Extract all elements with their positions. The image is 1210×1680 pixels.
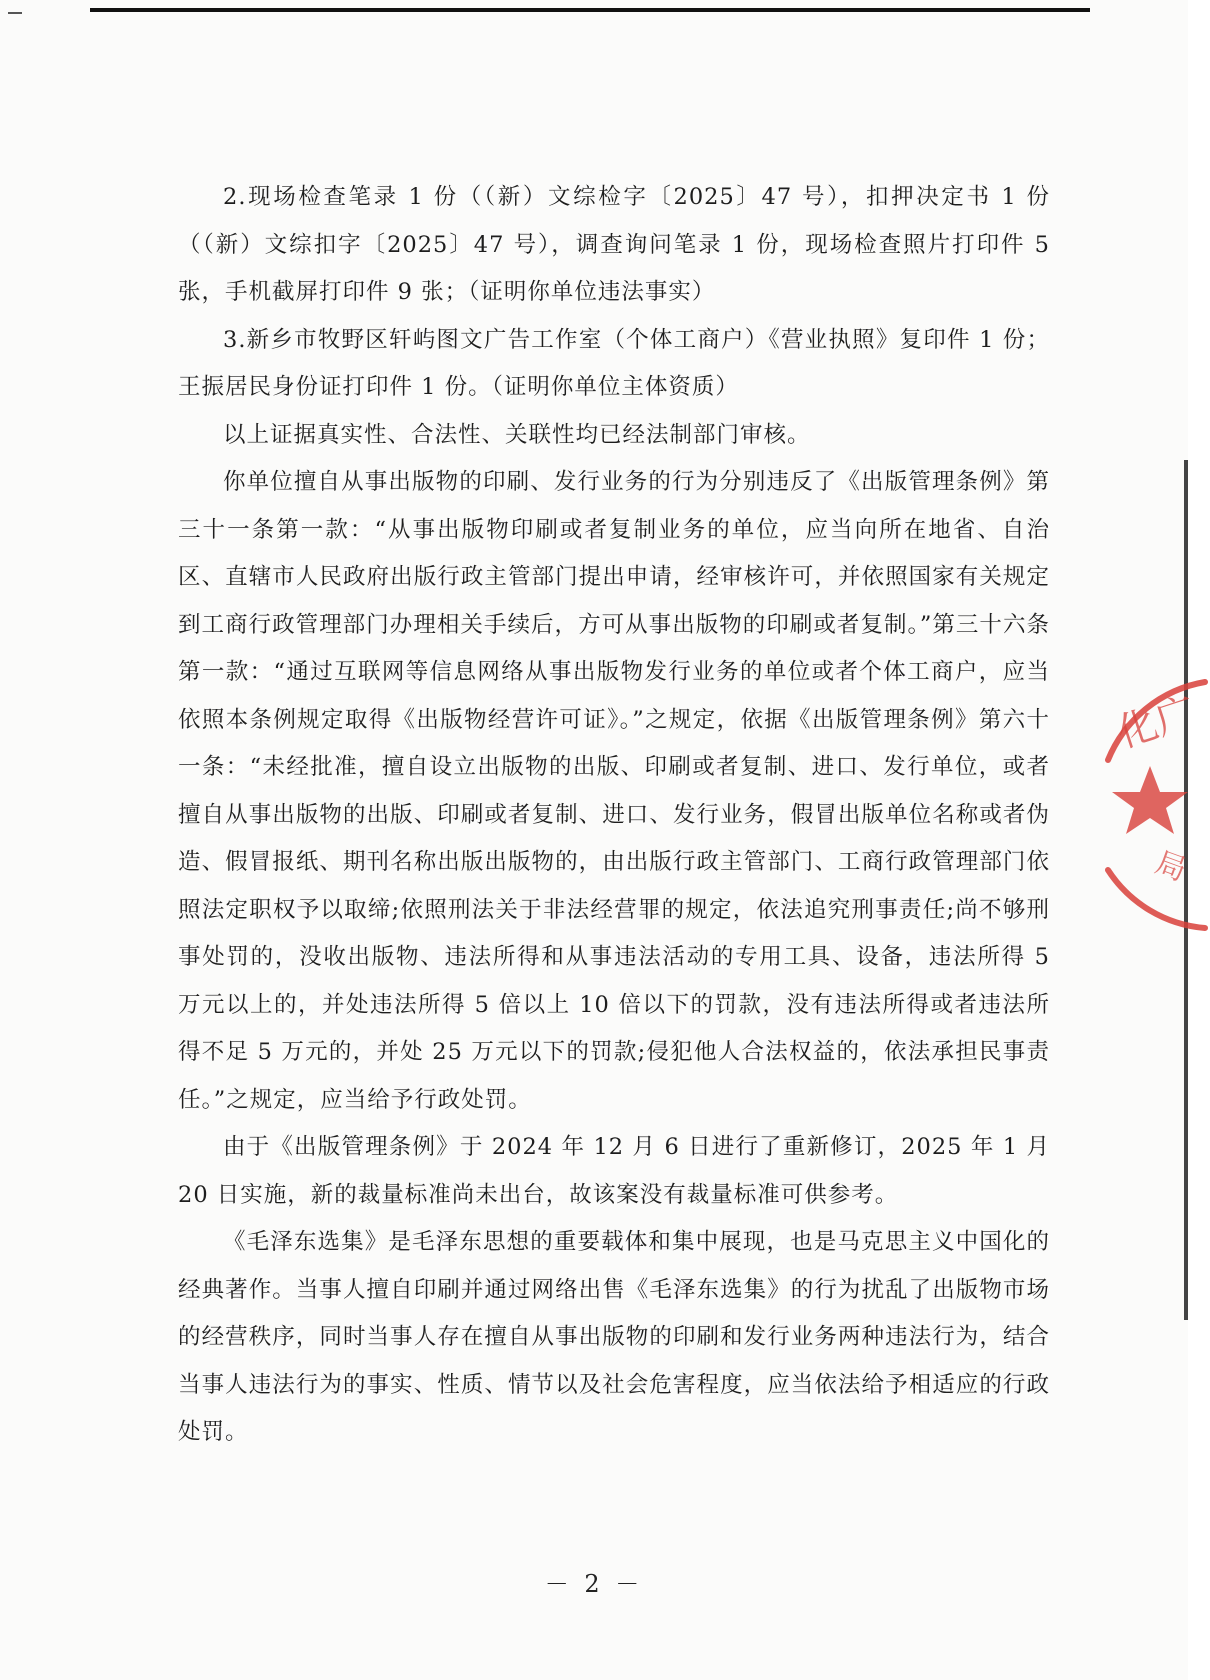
official-seal-stamp — [1090, 670, 1210, 940]
top-border-line — [90, 8, 1090, 12]
seal-star-icon — [1112, 766, 1188, 834]
evidence-item-2: 2.现场检查笔录 1 份（（新）文综检字〔2025〕47 号），扣押决定书 1 份（（新）文综扣字〔2025〕47 号），调查询问笔录 1 份，现场检查照片打印件 5 张，手机截屏打印件 9 张；（证明你单位违法事实） — [178, 184, 1050, 305]
legal-basis-paragraph: 你单位擅自从事出版物的印刷、发行业务的行为分别违反了《出版管理条例》第三十一条第一款：“从事出版物印刷或者复制业务的单位，应当向所在地省、自治区、直辖市人民政府出版行政主管部门提出申请，经审核许可，并依照国家有关规定到工商行政管理部门办理相关手续后，方可从事出版物的印刷或者复制。”第三十六条第一款：“通过互联网等信息网络从事出版物发行业务的单位或者个体工商户，应当依照本条例规定取得《出版物经营许可证》。”之规定，依据《出版管理条例》第六十一条：“未经批准，擅自设立出版物的出版、印刷或者复制、进口、发行单位，或者擅自从事出版物的出版、印刷或者复制、进口、发行业务，假冒出版单位名称或者伪造、假冒报纸、期刊名称出版出版物的，由出版行政主管部门、工商行政管理部门依照法定职权予以取缔;依照刑法关于非法经营罪的规定，依法追究刑事责任;尚不够刑事处罚的，没收出版物、违法所得和从事违法活动的专用工具、设备，违法所得 5 万元以上的，并处违法所得 5 倍以上 10 倍以下的罚款，没有违法所得或者违法所得不足 5 万元的，并处 25 万元以下的罚款;侵犯他人合法权益的，依法承担民事责任。”之规定，应当给予行政处罚。 — [178, 469, 1050, 1113]
discretion-standard-paragraph: 由于《出版管理条例》于 2024 年 12 月 6 日进行了重新修订，2025 年 1 月 20 日实施，新的裁量标准尚未出台，故该案没有裁量标准可供参考。 — [178, 1134, 1050, 1208]
seal-text-upper: 化广 — [1111, 688, 1202, 758]
document-body — [178, 174, 1050, 1457]
seal-text-lower: 局 — [1150, 845, 1191, 889]
evidence-item-3: 3.新乡市牧野区轩屿图文广告工作室（个体工商户）《营业执照》复印件 1 份；王振居民身份证打印件 1 份。（证明你单位主体资质） — [178, 326, 1050, 400]
page-number: － 2 － — [544, 1570, 644, 1598]
corner-mark — [8, 12, 22, 14]
penalty-reasoning-paragraph: 《毛泽东选集》是毛泽东思想的重要载体和集中展现，也是马克思主义中国化的经典著作。当事人擅自印刷并通过网络出售《毛泽东选集》的行为扰乱了出版物市场的经营秩序，同时当事人存在擅自从事出版物的印刷和发行业务两种违法行为，结合当事人违法行为的事实、性质、情节以及社会危害程度，应当依法给予相适应的行政处罚。 — [178, 1229, 1050, 1445]
evidence-review-statement: 以上证据真实性、合法性、关联性均已经法制部门审核。 — [223, 421, 811, 448]
